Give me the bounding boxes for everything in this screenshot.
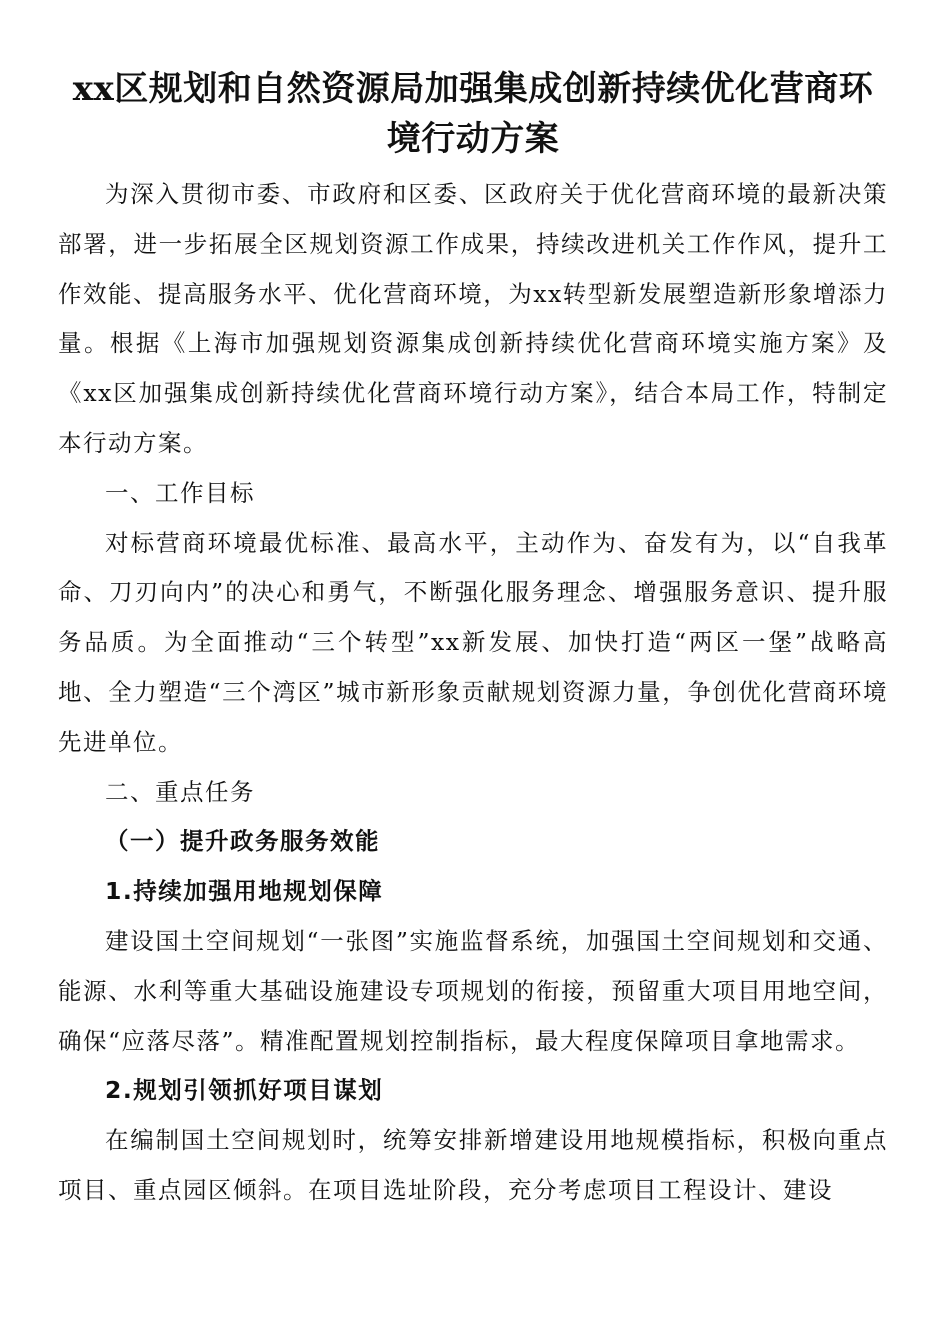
section-heading-tasks: 二、重点任务	[105, 777, 255, 806]
intro-paragraph: 为深入贯彻市委、市政府和区委、区政府关于优化营商环境的最新决策部署，进一步拓展全区规划资源工作成果，持续改进机关工作作风，提升工作效能、提高服务水平、优化营商环境，为xx转型新发展塑造新形象增添力量。根据《上海市加强规划资源集成创新持续优化营商环境实施方案》及《xx区加强集成创新持续优化营商环境行动方案》，结合本局工作，特制定本行动方案。	[58, 180, 888, 457]
subsection-heading-service-efficiency: （一）提升政务服务效能	[105, 827, 380, 856]
document-title: xx区规划和自然资源局加强集成创新持续优化营商环境行动方案	[72, 69, 874, 159]
land-planning-paragraph: 建设国土空间规划“一张图”实施监督系统，加强国土空间规划和交通、能源、水利等重大基础设施建设专项规划的衔接，预留重大项目用地空间，确保“应落尽落”。精准配置规划控制指标，最大程度保障项目拿地需求。	[58, 926, 888, 1055]
goals-paragraph: 对标营商环境最优标准、最高水平，主动作为、奋发有为，以“自我革命、刀刃向内”的决心和勇气，不断强化服务理念、增强服务意识、提升服务品质。为全面推动“三个转型”xx新发展、加快打造“两区一堡”战略高地、全力塑造“三个湾区”城市新形象贡献规划资源力量，争创优化营商环境先进单位。	[58, 528, 888, 756]
item-heading-project-planning: 2.规划引领抓好项目谋划	[105, 1076, 384, 1105]
project-planning-paragraph: 在编制国土空间规划时，统筹安排新增建设用地规模指标，积极向重点项目、重点园区倾斜。在项目选址阶段，充分考虑项目工程设计、建设	[58, 1126, 888, 1204]
item-heading-land-planning: 1.持续加强用地规划保障	[105, 877, 384, 906]
section-heading-goals: 一、工作目标	[105, 478, 255, 507]
